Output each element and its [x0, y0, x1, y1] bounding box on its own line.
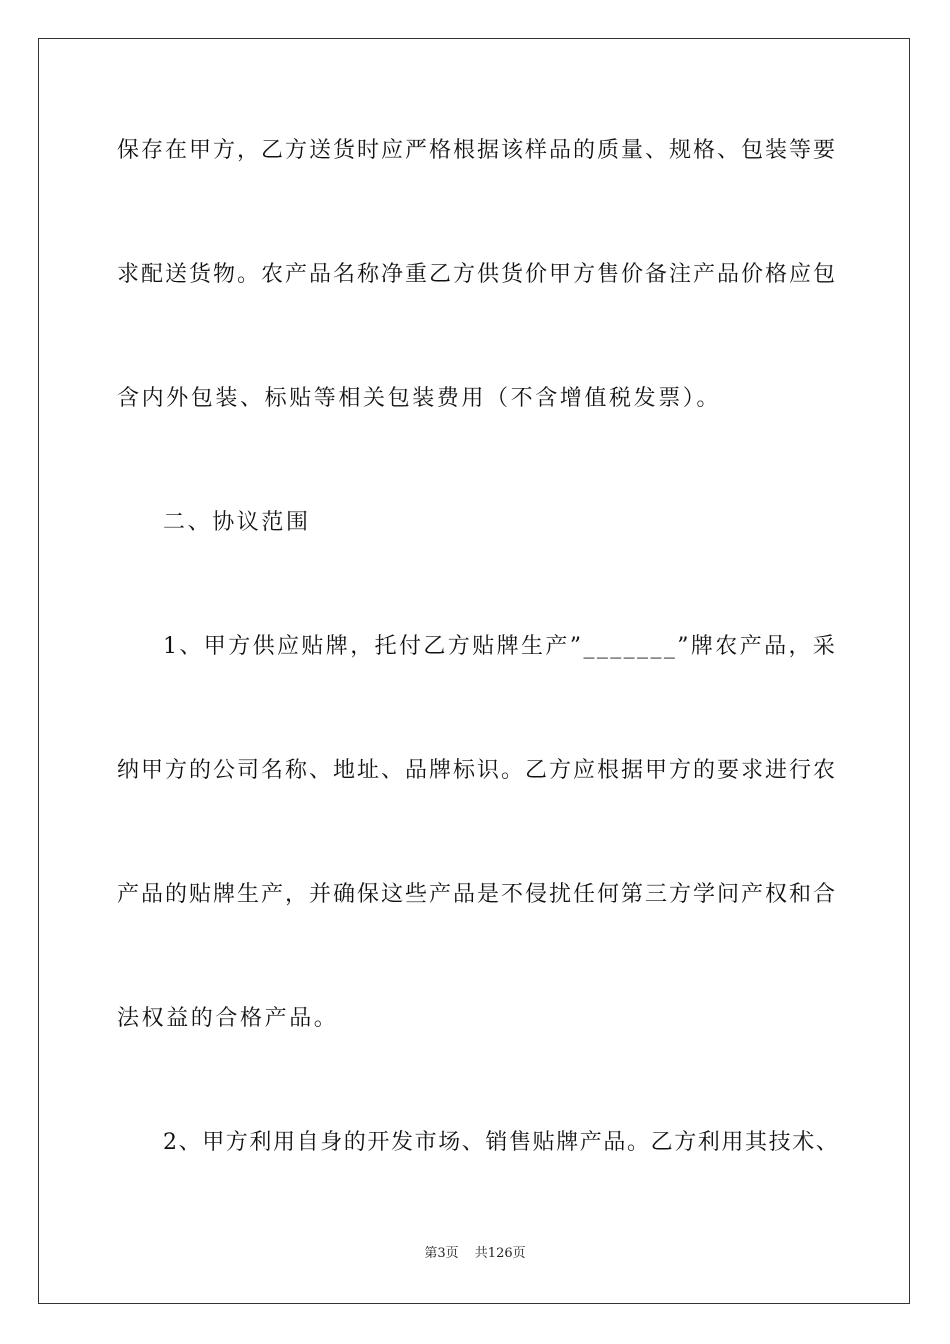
page-footer	[0, 1245, 950, 1263]
page-border	[38, 38, 910, 1304]
body-text-line-6: 纳甲方的公司名称、地址、品牌标识。乙方应根据甲方的要求进行农	[117, 758, 838, 783]
body-text-line-8: 法权益的合格产品。	[117, 1006, 339, 1031]
total-pages: 共126页	[474, 1246, 526, 1261]
body-text-line-1: 保存在甲方，乙方送货时应严格根据该样品的质量、规格、包装等要	[117, 138, 838, 163]
body-text-line-2: 求配送货物。农产品名称净重乙方供货价甲方售价备注产品价格应包	[117, 262, 838, 287]
body-text-line-3: 含内外包装、标贴等相关包装费用（不含增值税发票）。	[117, 386, 722, 411]
page-number: 第3页	[424, 1246, 459, 1261]
body-text-line-9: 2、甲方利用自身的开发市场、销售贴牌产品。乙方利用其技术、	[163, 1130, 840, 1155]
body-text-line-5: 1、甲方供应贴牌，托付乙方贴牌生产”_______”牌农产品，采	[163, 634, 838, 659]
section-heading: 二、协议范围	[163, 510, 311, 535]
body-text-line-7: 产品的贴牌生产，并确保这些产品是不侵扰任何第三方学问产权和合	[117, 882, 838, 907]
